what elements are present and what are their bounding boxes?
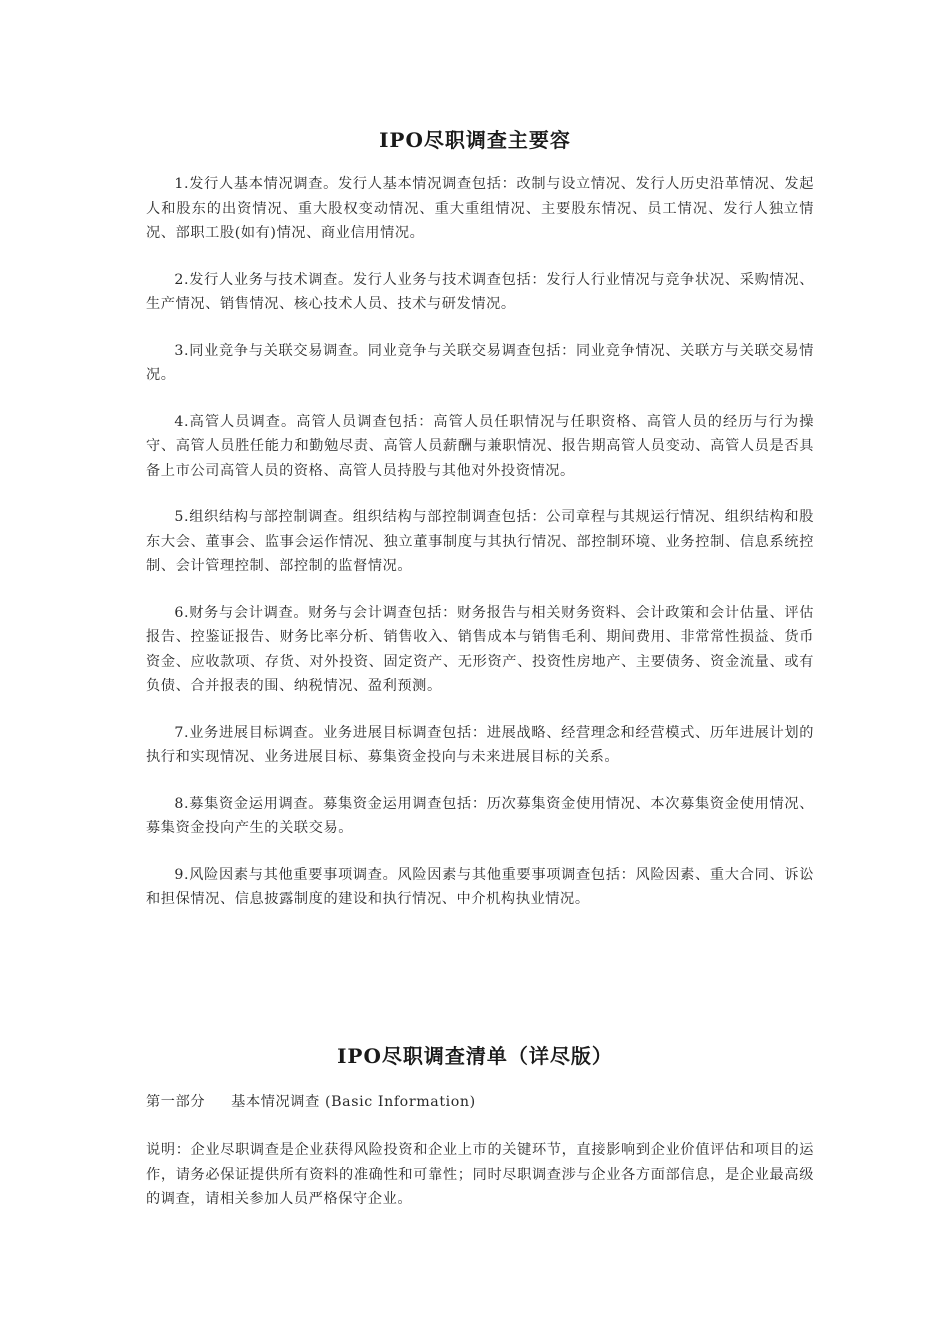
paragraph-7: 7.业务进展目标调查。业务进展目标调查包括：进展战略、经营理念和经营模式、历年进展计划的执行和实现情况、业务进展目标、募集资金投向与未来进展目标的关系。 [146,724,814,765]
main-title: IPO尽职调查主要容 [379,128,571,152]
paragraph-9: 9.风险因素与其他重要事项调查。风险因素与其他重要事项调查包括：风险因素、重大合同、诉讼和担保情况、信息披露制度的建设和执行情况、中介机构执业情况。 [146,866,814,907]
checklist-title: IPO尽职调查清单（详尽版） [337,1044,613,1068]
paragraph-list [146,172,814,934]
section-name-label: 基本情况调查 (Basic Information) [231,1094,476,1110]
paragraph-4: 4.高管人员调查。高管人员调查包括：高管人员任职情况与任职资格、高管人员的经历与行为操守、高管人员胜任能力和勤勉尽责、高管人员薪酬与兼职情况、报告期高管人员变动、高管人员是否具备上市公司高管人员的资格、高管人员持股与其他对外投资情况。 [146,413,814,479]
paragraph-6: 6.财务与会计调查。财务与会计调查包括：财务报告与相关财务资料、会计政策和会计估量、评估报告、控鉴证报告、财务比率分析、销售收入、销售成本与销售毛利、期间费用、非常常性损益、货币资金、应收款项、存货、对外投资、固定资产、无形资产、投资性房地产、主要债务、资金流量、或有负债、合并报表的围、纳税情况、盈利预测。 [146,604,814,694]
paragraph-1: 1.发行人基本情况调查。发行人基本情况调查包括：改制与设立情况、发行人历史沿革情况、发起人和股东的出资情况、重大股权变动情况、重大重组情况、主要股东情况、员工情况、发行人独立情况、部职工股(如有)情况、商业信用情况。 [146,176,814,241]
section-heading [146,1090,476,1114]
section-part-label: 第一部分 [146,1094,206,1110]
paragraph-3: 3.同业竞争与关联交易调查。同业竞争与关联交易调查包括：同业竞争情况、关联方与关联交易情况。 [146,342,814,383]
paragraph-5: 5.组织结构与部控制调查。组织结构与部控制调查包括：公司章程与其规运行情况、组织结构和股东大会、董事会、监事会运作情况、独立董事制度与其执行情况、部控制环境、业务控制、信息系统控制、会计管理控制、部控制的监督情况。 [146,509,814,574]
paragraph-8: 8.募集资金运用调查。募集资金运用调查包括：历次募集资金使用情况、本次募集资金使用情况、募集资金投向产生的关联交易。 [146,795,814,836]
section-note: 说明：企业尽职调查是企业获得风险投资和企业上市的关键环节，直接影响到企业价值评估和项目的运作，请务必保证提供所有资料的准确性和可靠性；同时尽职调查涉与企业各方面部信息，是企业最高级的调查，请相关参加人员严格保守企业。 [146,1142,814,1207]
paragraph-2: 2.发行人业务与技术调查。发行人业务与技术调查包括：发行人行业情况与竞争状况、采购情况、生产情况、销售情况、核心技术人员、技术与研发情况。 [146,271,814,312]
